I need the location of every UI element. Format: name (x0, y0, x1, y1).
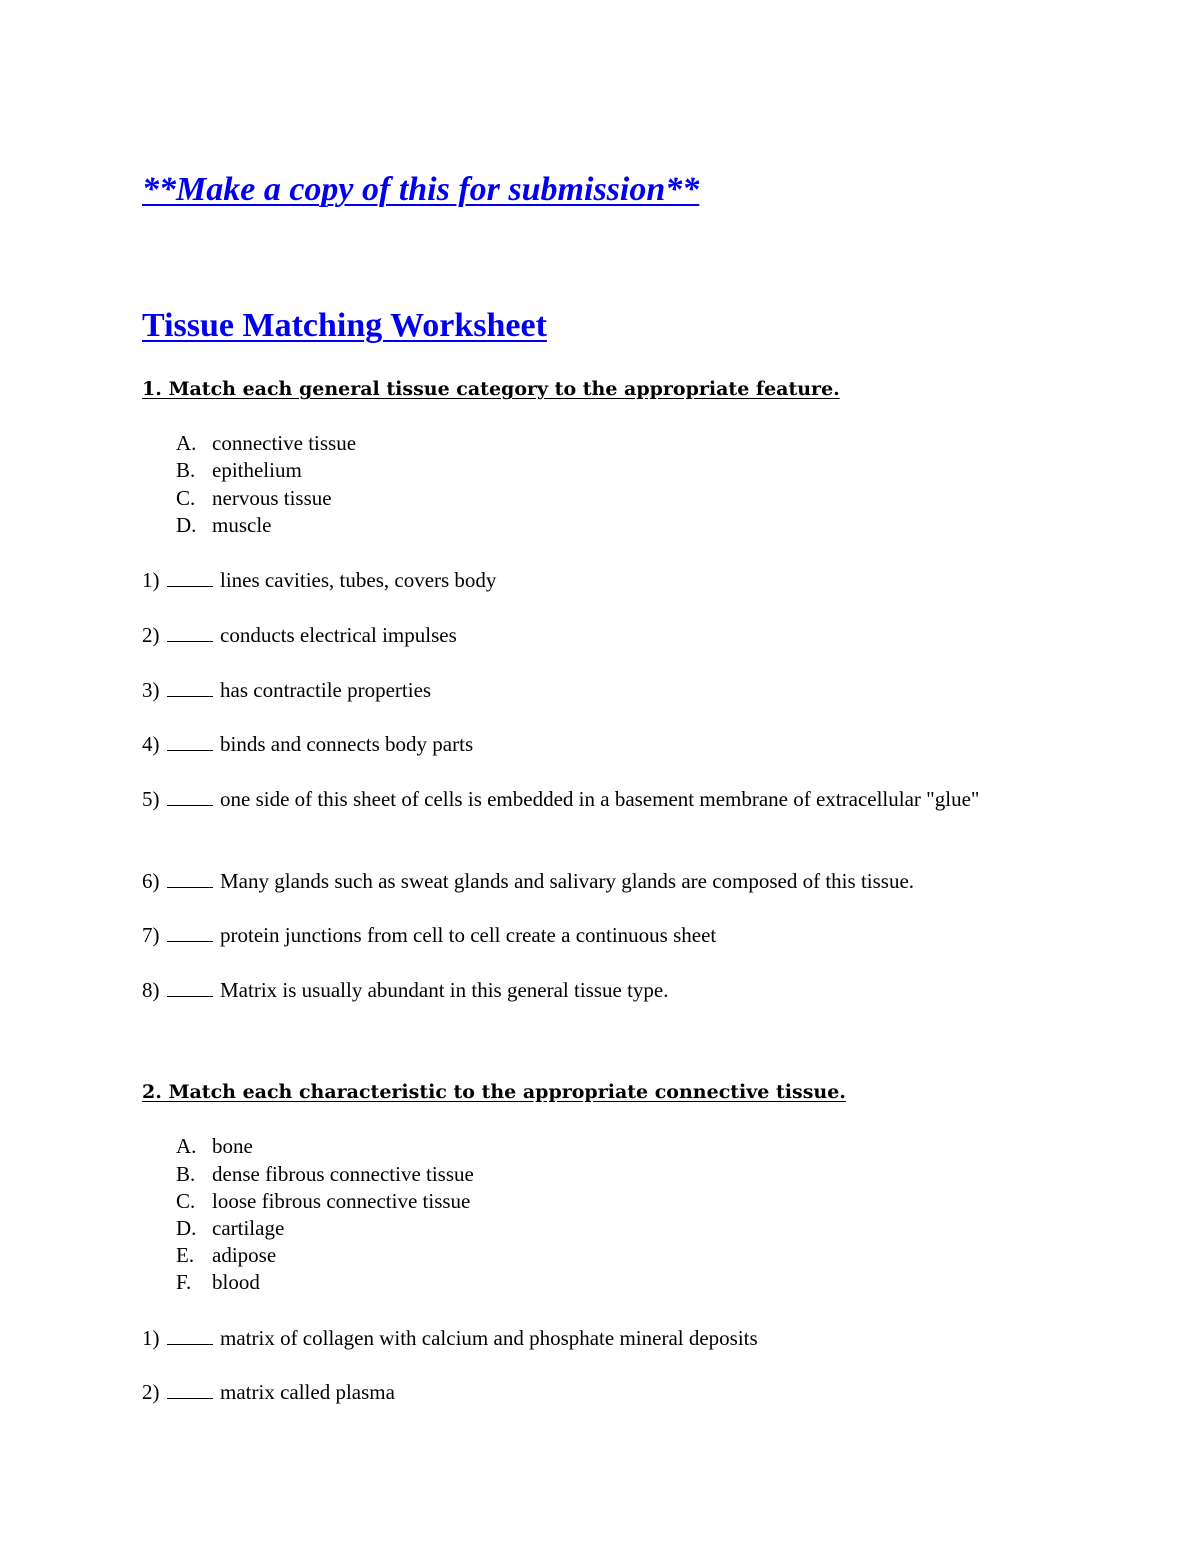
option-text: dense fibrous connective tissue (212, 1162, 474, 1186)
question-text: matrix called plasma (220, 1380, 395, 1404)
question-number: 5) (142, 787, 160, 811)
question-number: 4) (142, 732, 160, 756)
answer-blank[interactable] (167, 676, 213, 697)
section2-option-c (176, 1188, 470, 1215)
option-text: adipose (212, 1243, 277, 1267)
question-text: Matrix is usually abundant in this general tissue type. (220, 978, 669, 1002)
question-number: 3) (142, 678, 160, 702)
page-title[interactable]: Tissue Matching Worksheet (142, 307, 547, 344)
section1-question-1 (142, 566, 496, 594)
option-letter: C. (176, 486, 196, 510)
option-text: cartilage (212, 1216, 285, 1240)
question-text: lines cavities, tubes, covers body (220, 568, 497, 592)
section1-question-4 (142, 730, 473, 758)
option-letter: B. (176, 1162, 196, 1186)
question-text: Many glands such as sweat glands and salivary glands are composed of this tissue. (220, 869, 915, 893)
question-text: conducts electrical impulses (220, 623, 457, 647)
section2-option-a (176, 1133, 253, 1160)
answer-blank[interactable] (167, 566, 213, 587)
answer-blank[interactable] (167, 1378, 213, 1399)
answer-blank[interactable] (167, 976, 213, 997)
option-letter: D. (176, 1216, 197, 1240)
section1-question-2 (142, 621, 457, 649)
copy-notice-link[interactable]: **Make a copy of this for submission** (142, 171, 700, 208)
section1-option-c (176, 485, 332, 512)
section1-option-b (176, 457, 302, 484)
option-text: bone (212, 1134, 253, 1158)
section1-option-a (176, 430, 356, 457)
question-text: protein junctions from cell to cell create a continuous sheet (220, 923, 717, 947)
question-number: 6) (142, 869, 160, 893)
answer-blank[interactable] (167, 621, 213, 642)
section1-question-8 (142, 976, 669, 1004)
question-text: has contractile properties (220, 678, 432, 702)
question-text: binds and connects body parts (220, 732, 474, 756)
answer-blank[interactable] (167, 785, 213, 806)
answer-blank[interactable] (167, 921, 213, 942)
question-number: 1) (142, 568, 160, 592)
option-text: muscle (212, 513, 272, 537)
section1-question-5 (142, 785, 1022, 813)
section1-option-d (176, 512, 271, 539)
question-number: 2) (142, 623, 160, 647)
section2-heading: 2. Match each characteristic to the appropriate connective tissue. (142, 1081, 846, 1103)
option-letter: A. (176, 1134, 197, 1158)
section2-option-d (176, 1215, 284, 1242)
question-text: matrix of collagen with calcium and phosphate mineral deposits (220, 1326, 758, 1350)
question-text: one side of this sheet of cells is embedded in a basement membrane of extracellular "glue" (220, 787, 980, 811)
question-number: 8) (142, 978, 160, 1002)
section2-option-b (176, 1161, 474, 1188)
option-text: nervous tissue (212, 486, 332, 510)
option-letter: C. (176, 1189, 196, 1213)
answer-blank[interactable] (167, 867, 213, 888)
question-number: 1) (142, 1326, 160, 1350)
section1-question-6 (142, 867, 914, 895)
question-number: 7) (142, 923, 160, 947)
option-text: epithelium (212, 458, 302, 482)
section2-question-2 (142, 1378, 395, 1406)
option-letter: A. (176, 431, 197, 455)
section2-option-f (176, 1269, 260, 1296)
section2-question-1 (142, 1324, 758, 1352)
option-text: connective tissue (212, 431, 357, 455)
answer-blank[interactable] (167, 1324, 213, 1345)
answer-blank[interactable] (167, 730, 213, 751)
question-number: 2) (142, 1380, 160, 1404)
option-letter: D. (176, 513, 197, 537)
option-letter: F. (176, 1270, 192, 1294)
section2-option-e (176, 1242, 276, 1269)
section1-question-7 (142, 921, 716, 949)
section1-heading: 1. Match each general tissue category to the appropriate feature. (142, 378, 840, 400)
section1-question-3 (142, 676, 431, 704)
option-text: blood (212, 1270, 260, 1294)
option-letter: B. (176, 458, 196, 482)
option-letter: E. (176, 1243, 195, 1267)
option-text: loose fibrous connective tissue (212, 1189, 471, 1213)
